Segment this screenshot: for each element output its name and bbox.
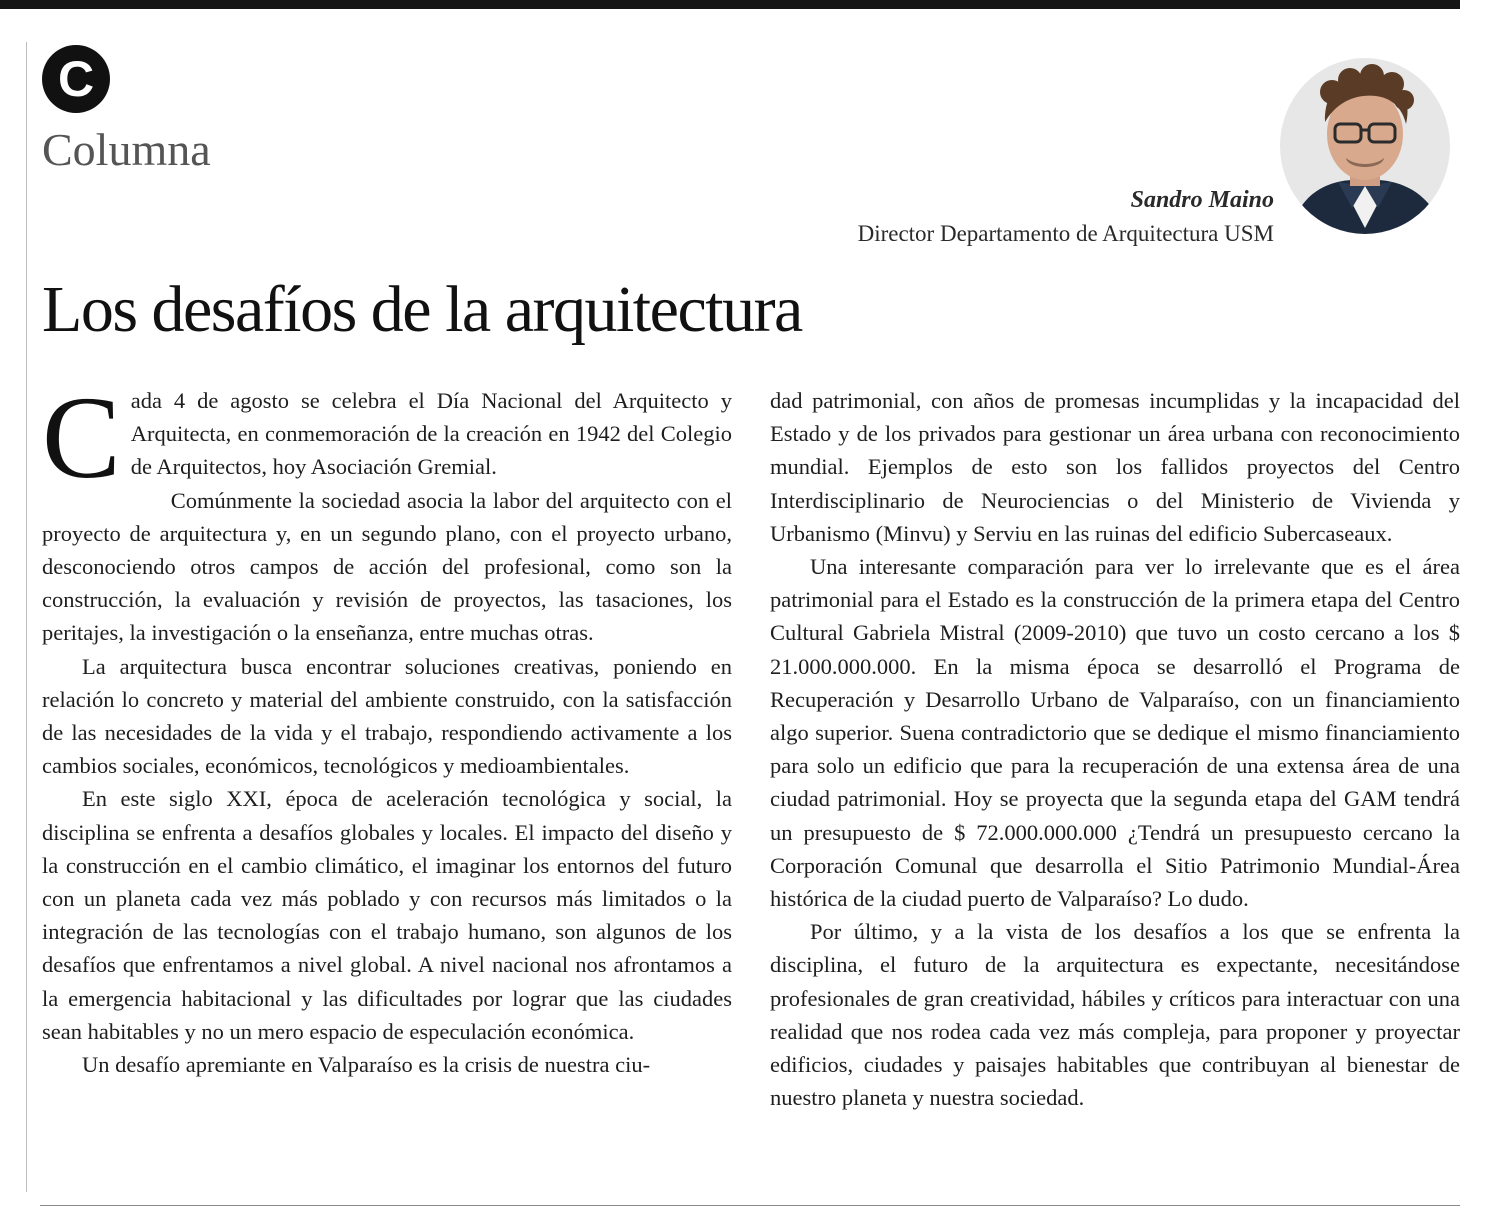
article-paragraph: Comúnmente la sociedad asocia la labor del arquitecto con el proyecto de arquitectura y, en un segundo plano, con el proyecto urbano, desconociendo otros campos de acción del profesional, como son la construcción, la evaluación y revisión de proyectos, las tasaciones, los peritajes, la investigación o la enseñanza, entre muchas otras. — [42, 487, 732, 646]
bottom-rule — [40, 1205, 1460, 1206]
top-rule — [0, 0, 1460, 9]
article-paragraph: Por último, y a la vista de los desafíos a los que se enfrenta la disciplina, el futuro de la arquitectura es expectante, necesitándose profesionales de gran creatividad, hábiles y críticos para interactuar con una realidad que nos rodea cada vez más compleja, para proponer y proyectar edificios, ciudades y paisajes habitables que contribuyan al bienestar de nuestro planeta y nuestra sociedad. — [770, 919, 1460, 1111]
author-portrait-icon — [1280, 58, 1450, 234]
article-paragraph: La arquitectura busca encontrar soluciones creativas, poniendo en relación lo concreto y material del ambiente construido, con la satisfacción de las necesidades de la vida y el trabajo, respondiendo activamente a los cambios sociales, económicos, tecnológicos y medioambientales. — [42, 653, 732, 779]
paragraph-text: ada 4 de agosto se celebra el Día Nacional del Arquitecto y Arquitecta, en conmemoración de la creación en 1942 del Colegio de Arquitectos, hoy Asociación Gremial. — [130, 388, 732, 480]
section-badge-icon — [42, 45, 110, 113]
article-column-left — [42, 372, 732, 1081]
article-paragraph: Una interesante comparación para ver lo irrelevante que es el área patrimonial para el Estado es la construcción de la primera etapa del Centro Cultural Gabriela Mistral (2009-2010) que tuvo un costo cercano a los $ 21.000.000.000. En la misma época se desarrolló el Programa de Recuperación y Desarrollo Urbano de Valparaíso, con un financiamiento algo superior. Suena contradictorio que se dedique el mismo financiamiento para solo un edificio que para la recuperación de una extensa área de una ciudad patrimonial. Hoy se proyecta que la segunda etapa del GAM tendrá un presupuesto de $ 72.000.000.000 ¿Tendrá un presupuesto cercano la Corporación Comunal que desarrolla el Sitio Patrimonio Mundial-Área histórica de la ciudad puerto de Valparaíso? Lo dudo. — [770, 554, 1460, 912]
author-name: Sandro Maino — [1130, 187, 1274, 213]
article-headline: Los desafíos de la arquitectura — [42, 273, 802, 346]
drop-cap: C — [42, 372, 121, 503]
author-byline — [858, 184, 1274, 250]
article-paragraph — [42, 372, 732, 503]
article-paragraph: Un desafío apremiante en Valparaíso es la crisis de nuestra ciu- — [82, 1052, 651, 1078]
author-role: Director Departamento de Arquitectura USM — [857, 221, 1274, 246]
article-paragraph: En este siglo XXI, época de aceleración tecnológica y social, la disciplina se enfrenta a desafíos globales y locales. El impacto del diseño y la construcción en el cambio climático, el imaginar los entornos del futuro con un planeta cada vez más poblado y con recursos más limitados o la integración de las tecnologías con el trabajo humano, son algunos de los desafíos que enfrentamos a nivel global. A nivel nacional nos afrontamos a la emergencia habitacional y las dificultades por lograr que las ciudades sean habitables y no un mero espacio de especulación económica. — [42, 786, 732, 1044]
section-badge-letter: C — [57, 51, 95, 107]
left-column-rule — [26, 42, 27, 1192]
article-column-right — [770, 384, 1460, 1114]
article-paragraph: dad patrimonial, con años de promesas incumplidas y la incapacidad del Estado y de los privados para gestionar un área urbana con reconocimiento mundial. Ejemplos de esto son los fallidos proyectos del Centro Interdisciplinario de Neurociencias o del Ministerio de Vivienda y Urbanismo (Minvu) y Serviu en las ruinas del edificio Subercaseaux. — [770, 388, 1460, 546]
section-name: Columna — [42, 124, 211, 175]
